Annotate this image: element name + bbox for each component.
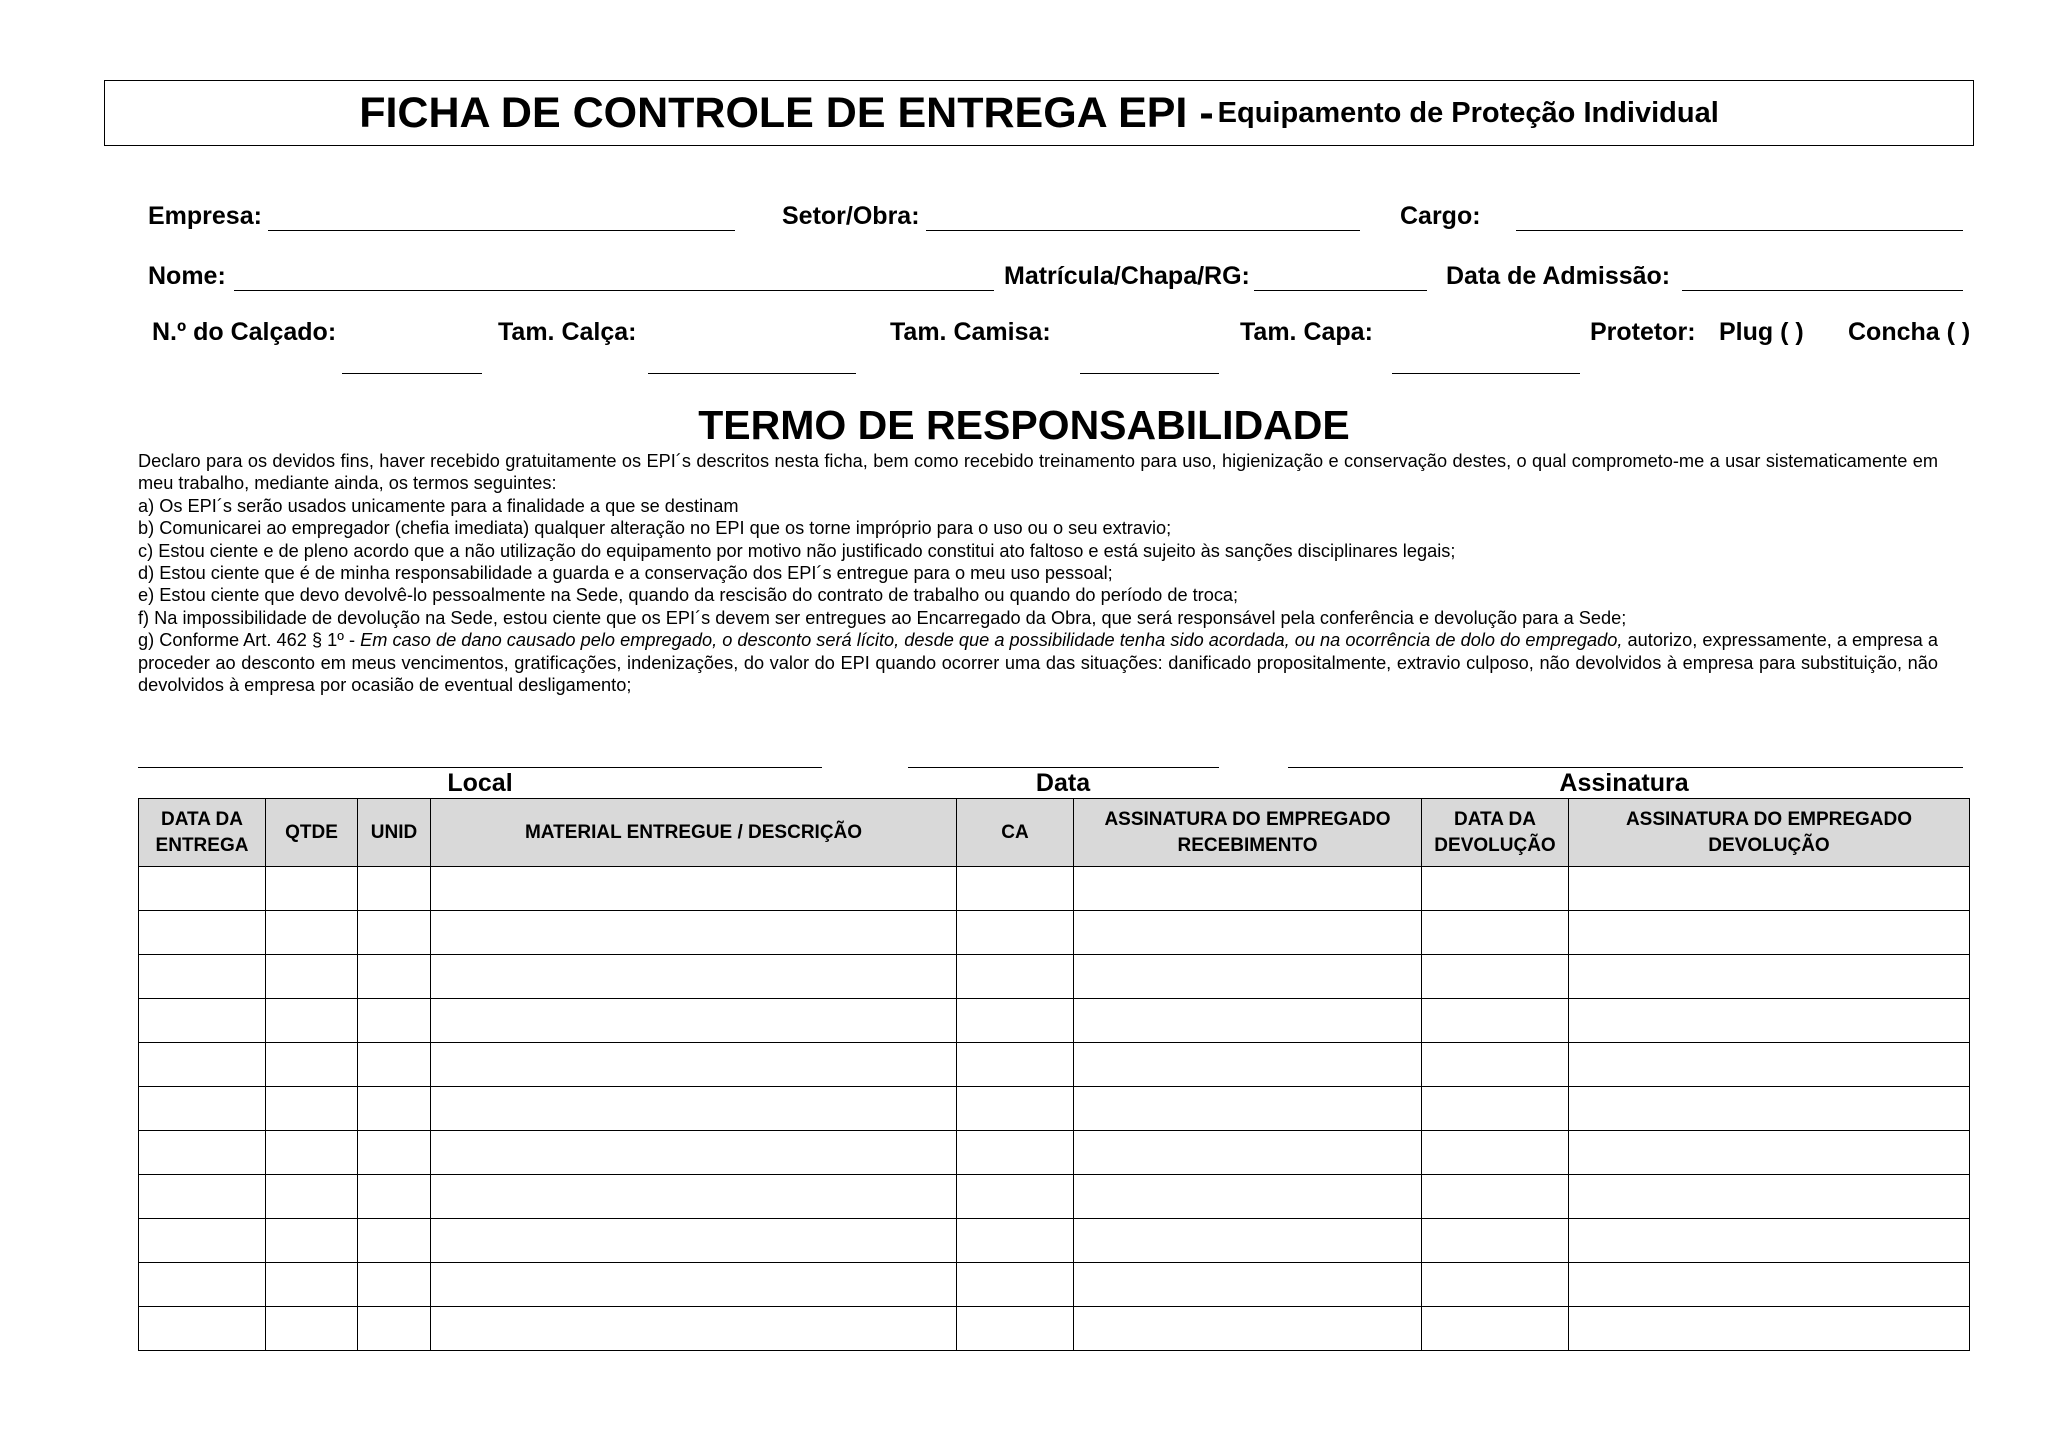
nome-label: Nome: bbox=[148, 262, 226, 290]
table-cell[interactable] bbox=[358, 911, 431, 955]
local-label: Local bbox=[447, 769, 513, 797]
col-unid: UNID bbox=[358, 799, 431, 867]
table-row bbox=[139, 1131, 1970, 1175]
assinatura-label: Assinatura bbox=[1559, 769, 1689, 797]
table-cell[interactable] bbox=[139, 1263, 266, 1307]
empresa-field[interactable] bbox=[268, 230, 735, 231]
table-cell[interactable] bbox=[1569, 955, 1970, 999]
table-row bbox=[139, 1307, 1970, 1351]
table-cell[interactable] bbox=[266, 911, 358, 955]
termo-item-b: b) Comunicarei ao empregador (chefia imediata) qualquer alteração no EPI que os torne impróprio para o uso ou o seu extravio; bbox=[138, 518, 1172, 539]
table-row bbox=[139, 867, 1970, 911]
table-cell[interactable] bbox=[1422, 1219, 1569, 1263]
capa-label: Tam. Capa: bbox=[1240, 318, 1373, 346]
table-cell[interactable] bbox=[1422, 955, 1569, 999]
table-row bbox=[139, 1043, 1970, 1087]
table-cell[interactable] bbox=[1422, 1175, 1569, 1219]
table-cell[interactable] bbox=[139, 911, 266, 955]
nome-field[interactable] bbox=[234, 290, 994, 291]
table-cell[interactable] bbox=[1074, 1043, 1422, 1087]
table-cell[interactable] bbox=[1074, 867, 1422, 911]
concha-option[interactable]: Concha ( ) bbox=[1848, 318, 1971, 346]
termo-item-g-prefix: g) Conforme Art. 462 § 1º - bbox=[138, 630, 356, 651]
table-cell[interactable] bbox=[431, 1219, 957, 1263]
table-cell[interactable] bbox=[431, 1307, 957, 1351]
table-cell[interactable] bbox=[1074, 1087, 1422, 1131]
data-admissao-field[interactable] bbox=[1682, 290, 1963, 291]
calcado-label: N.º do Calçado: bbox=[152, 318, 337, 346]
table-cell[interactable] bbox=[957, 1175, 1074, 1219]
table-cell[interactable] bbox=[1074, 955, 1422, 999]
col-ca: CA bbox=[957, 799, 1074, 867]
table-cell[interactable] bbox=[431, 1175, 957, 1219]
table-cell[interactable] bbox=[1074, 1131, 1422, 1175]
table-cell[interactable] bbox=[266, 1131, 358, 1175]
table-cell[interactable] bbox=[139, 955, 266, 999]
form-title-sub: Equipamento de Proteção Individual bbox=[1217, 96, 1719, 129]
table-row bbox=[139, 1219, 1970, 1263]
table-cell[interactable] bbox=[358, 867, 431, 911]
camisa-label: Tam. Camisa: bbox=[890, 318, 1051, 346]
table-cell[interactable] bbox=[266, 867, 358, 911]
form-title bbox=[104, 80, 1974, 146]
table-cell[interactable] bbox=[1074, 911, 1422, 955]
table-cell[interactable] bbox=[266, 1043, 358, 1087]
table-cell[interactable] bbox=[1422, 1087, 1569, 1131]
table-cell[interactable] bbox=[139, 1087, 266, 1131]
table-cell[interactable] bbox=[266, 999, 358, 1043]
table-cell[interactable] bbox=[957, 1131, 1074, 1175]
table-cell[interactable] bbox=[266, 1219, 358, 1263]
table-header-row bbox=[139, 799, 1970, 867]
protetor-label: Protetor: bbox=[1590, 318, 1696, 346]
table-cell[interactable] bbox=[358, 999, 431, 1043]
table-cell[interactable] bbox=[358, 955, 431, 999]
camisa-field[interactable] bbox=[1080, 373, 1219, 374]
table-cell[interactable] bbox=[1422, 1043, 1569, 1087]
table-cell[interactable] bbox=[1074, 1263, 1422, 1307]
table-cell[interactable] bbox=[1569, 1263, 1970, 1307]
table-cell[interactable] bbox=[1569, 1175, 1970, 1219]
table-cell[interactable] bbox=[266, 1263, 358, 1307]
table-cell[interactable] bbox=[1074, 999, 1422, 1043]
table-cell[interactable] bbox=[266, 955, 358, 999]
termo-item-f: f) Na impossibilidade de devolução na Sede, estou ciente que os EPI´s devem ser entregues ao Encarregado da Obra, que será responsável pela conferência e devolução para a Sede; bbox=[138, 607, 1627, 628]
table-cell[interactable] bbox=[266, 1087, 358, 1131]
epi-delivery-table bbox=[138, 798, 1970, 1351]
table-cell[interactable] bbox=[1422, 1307, 1569, 1351]
table-cell[interactable] bbox=[1422, 1263, 1569, 1307]
table-cell[interactable] bbox=[957, 1307, 1074, 1351]
termo-item-a: a) Os EPI´s serão usados unicamente para a finalidade a que se destinam bbox=[138, 495, 739, 516]
form-title-main: FICHA DE CONTROLE DE ENTREGA EPI - bbox=[359, 88, 1214, 137]
table-cell[interactable] bbox=[139, 999, 266, 1043]
table-cell[interactable] bbox=[358, 1175, 431, 1219]
table-cell[interactable] bbox=[358, 1263, 431, 1307]
termo-item-e: e) Estou ciente que devo devolvê-lo pessoalmente na Sede, quando da rescisão do contrato de trabalho ou quando do período de troca; bbox=[138, 585, 1239, 606]
table-cell[interactable] bbox=[957, 1043, 1074, 1087]
cargo-field[interactable] bbox=[1516, 230, 1963, 231]
table-cell[interactable] bbox=[431, 1087, 957, 1131]
table-cell[interactable] bbox=[139, 867, 266, 911]
plug-option[interactable]: Plug ( ) bbox=[1719, 318, 1804, 346]
calcado-field[interactable] bbox=[342, 373, 482, 374]
table-cell[interactable] bbox=[139, 1043, 266, 1087]
setor-obra-label: Setor/Obra: bbox=[782, 202, 920, 230]
matricula-field[interactable] bbox=[1254, 290, 1427, 291]
termo-item-g-rest: autorizo, expressamente, a empresa a proceder ao desconto em meus vencimentos, gratificações, indenizações, do valor do EPI quando ocorrer uma das situações: danificado propositalmente, extravio culposo, não devolvidos à empresa para substituição, não devolvidos à empresa por ocasião de eventual desligamento; bbox=[138, 630, 1938, 696]
table-cell[interactable] bbox=[358, 1087, 431, 1131]
table-row bbox=[139, 1263, 1970, 1307]
table-cell[interactable] bbox=[1074, 1219, 1422, 1263]
table-cell[interactable] bbox=[1569, 1043, 1970, 1087]
calca-field[interactable] bbox=[648, 373, 856, 374]
table-cell[interactable] bbox=[1569, 867, 1970, 911]
table-cell[interactable] bbox=[431, 867, 957, 911]
table-cell[interactable] bbox=[266, 1175, 358, 1219]
table-cell[interactable] bbox=[139, 1131, 266, 1175]
table-cell[interactable] bbox=[431, 955, 957, 999]
data-admissao-label: Data de Admissão: bbox=[1446, 262, 1671, 290]
table-row bbox=[139, 999, 1970, 1043]
assinatura-field[interactable] bbox=[1288, 767, 1963, 768]
table-cell[interactable] bbox=[431, 999, 957, 1043]
empresa-label: Empresa: bbox=[148, 202, 262, 230]
table-row bbox=[139, 1087, 1970, 1131]
termo-item-c: c) Estou ciente e de pleno acordo que a não utilização do equipamento por motivo não justificado constitui ato faltoso e está sujeito às sanções disciplinares legais; bbox=[138, 540, 1456, 561]
table-cell[interactable] bbox=[1569, 1219, 1970, 1263]
data-field[interactable] bbox=[908, 767, 1219, 768]
table-cell[interactable] bbox=[431, 1263, 957, 1307]
table-cell[interactable] bbox=[957, 955, 1074, 999]
table-cell[interactable] bbox=[1422, 999, 1569, 1043]
col-assinatura-recebimento: ASSINATURA DO EMPREGADO RECEBIMENTO bbox=[1074, 799, 1422, 867]
table-cell[interactable] bbox=[1074, 1175, 1422, 1219]
table-cell[interactable] bbox=[957, 867, 1074, 911]
table-cell[interactable] bbox=[358, 1219, 431, 1263]
table-cell[interactable] bbox=[957, 1087, 1074, 1131]
termo-text bbox=[138, 450, 1938, 696]
table-cell[interactable] bbox=[1422, 867, 1569, 911]
table-cell[interactable] bbox=[957, 1219, 1074, 1263]
table-cell[interactable] bbox=[1074, 1307, 1422, 1351]
table-cell[interactable] bbox=[266, 1307, 358, 1351]
table-cell[interactable] bbox=[1569, 911, 1970, 955]
table-cell[interactable] bbox=[957, 1263, 1074, 1307]
local-field[interactable] bbox=[138, 767, 822, 768]
table-cell[interactable] bbox=[139, 1175, 266, 1219]
termo-item-d: d) Estou ciente que é de minha responsabilidade a guarda e a conservação dos EPI´s entregue para o meu uso pessoal; bbox=[138, 563, 1113, 584]
col-qtde: QTDE bbox=[266, 799, 358, 867]
data-label: Data bbox=[1035, 769, 1091, 797]
col-data-devolucao: DATA DA DEVOLUÇÃO bbox=[1422, 799, 1569, 867]
termo-item-g bbox=[138, 629, 1938, 696]
termo-item-g-italic: Em caso de dano causado pelo empregado, o desconto será lícito, desde que a possibilidade tenha sido acordada, ou na ocorrência de dolo do empregado, bbox=[360, 630, 1623, 651]
col-assinatura-devolucao: ASSINATURA DO EMPREGADO DEVOLUÇÃO bbox=[1569, 799, 1970, 867]
cargo-label: Cargo: bbox=[1400, 202, 1481, 230]
matricula-label: Matrícula/Chapa/RG: bbox=[1004, 262, 1250, 290]
table-row bbox=[139, 955, 1970, 999]
table-cell[interactable] bbox=[1569, 1307, 1970, 1351]
table-cell[interactable] bbox=[957, 911, 1074, 955]
capa-field[interactable] bbox=[1392, 373, 1580, 374]
col-data-entrega: DATA DA ENTREGA bbox=[139, 799, 266, 867]
table-cell[interactable] bbox=[139, 1219, 266, 1263]
col-material: MATERIAL ENTREGUE / DESCRIÇÃO bbox=[431, 799, 957, 867]
table-cell[interactable] bbox=[1569, 1087, 1970, 1131]
table-cell[interactable] bbox=[1422, 911, 1569, 955]
table-cell[interactable] bbox=[358, 1043, 431, 1087]
termo-intro: Declaro para os devidos fins, haver recebido gratuitamente os EPI´s descritos nesta ficha, bem como recebido treinamento para uso, higienização e conservação destes, o qual comprometo-me a usar sistematicamente em meu trabalho, mediante ainda, os termos seguintes: bbox=[138, 451, 1938, 494]
table-cell[interactable] bbox=[358, 1307, 431, 1351]
table-cell[interactable] bbox=[431, 1131, 957, 1175]
termo-title: TERMO DE RESPONSABILIDADE bbox=[698, 402, 1350, 448]
table-cell[interactable] bbox=[139, 1307, 266, 1351]
setor-obra-field[interactable] bbox=[926, 230, 1360, 231]
table-cell[interactable] bbox=[431, 1043, 957, 1087]
table-cell[interactable] bbox=[1422, 1131, 1569, 1175]
table-cell[interactable] bbox=[1569, 1131, 1970, 1175]
table-row bbox=[139, 911, 1970, 955]
table-cell[interactable] bbox=[957, 999, 1074, 1043]
calca-label: Tam. Calça: bbox=[498, 318, 637, 346]
table-cell[interactable] bbox=[358, 1131, 431, 1175]
table-cell[interactable] bbox=[431, 911, 957, 955]
table-cell[interactable] bbox=[1569, 999, 1970, 1043]
table-row bbox=[139, 1175, 1970, 1219]
table-body bbox=[139, 867, 1970, 1351]
